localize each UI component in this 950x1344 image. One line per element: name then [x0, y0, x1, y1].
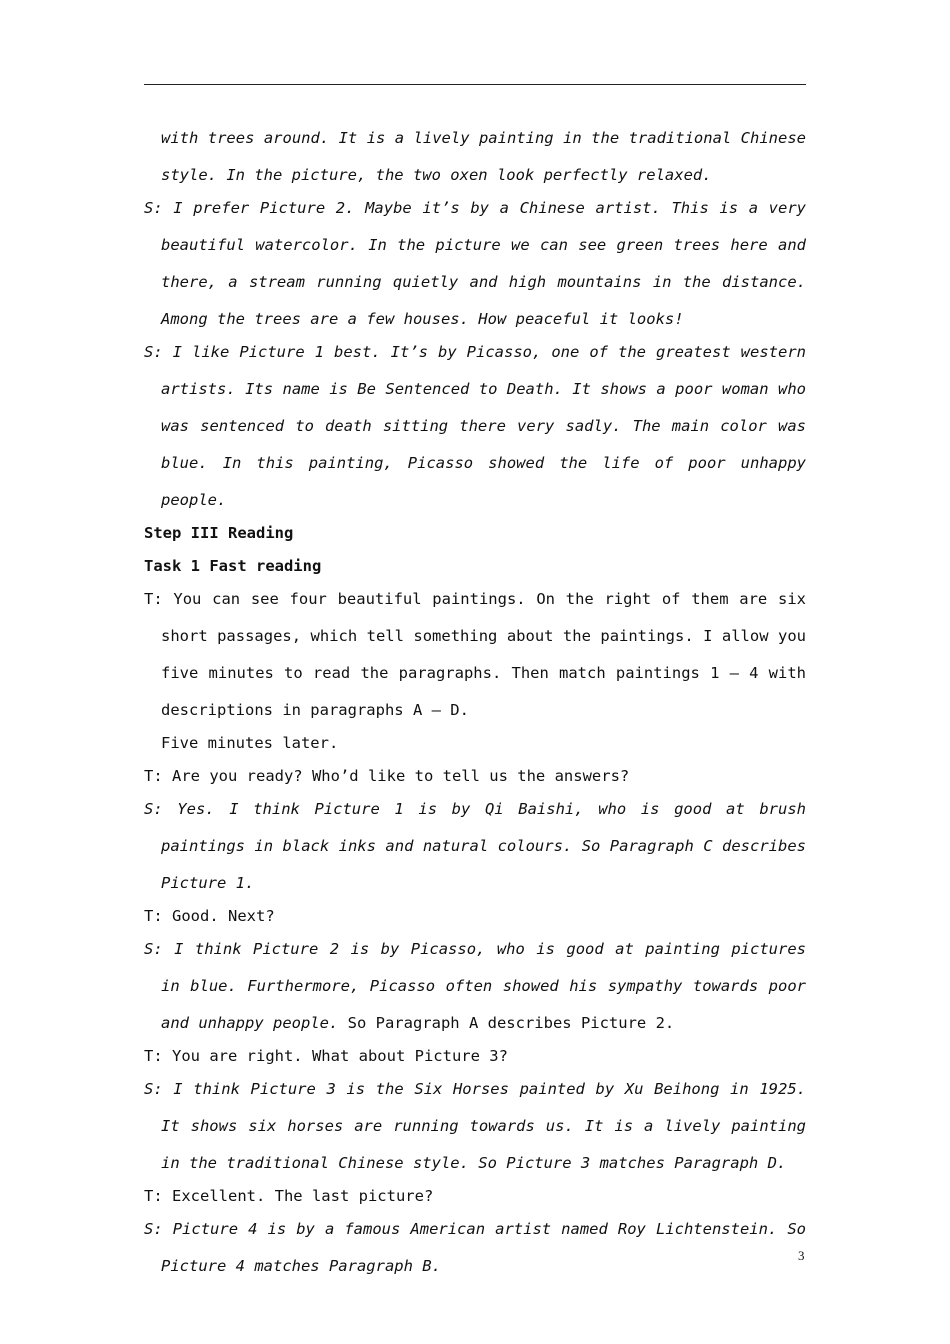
student-response: S: I like Picture 1 best. It’s by Picasso, one of the greatest western artists. Its name is Be Sentenced to Death. It shows a poor woman who was sentenced to death sitting there very sadly. The main color was blue. In this painting, Picasso showed the life of poor unhappy people.	[144, 343, 806, 509]
page-number: 3	[798, 1248, 805, 1263]
stage-direction: Five minutes later.	[161, 734, 339, 752]
student-response: S: I prefer Picture 2. Maybe it’s by a Chinese artist. This is a very beautiful watercolor. In the picture we can see green trees here and there, a stream running quietly and high mountains in the distance. Among the trees are a few houses. How peaceful it looks!	[144, 199, 806, 328]
section-heading: Step III Reading	[144, 524, 294, 542]
teacher-line: T: You are right. What about Picture 3?	[144, 1047, 508, 1065]
student-response: S: Picture 4 is by a famous American artist named Roy Lichtenstein. So Picture 4 matches Paragraph B.	[144, 1220, 806, 1275]
student-response-plain: So Paragraph A describes Picture 2.	[338, 1014, 675, 1032]
student-response: S: I think Picture 3 is the Six Horses painted by Xu Beihong in 1925. It shows six horses are running towards us. It is a lively painting in the traditional Chinese style. So Picture 3 matches Paragraph D.	[144, 1080, 806, 1172]
student-response: S: Yes. I think Picture 1 is by Qi Baishi, who is good at brush paintings in black inks and natural colours. So Paragraph C describes Picture 1.	[144, 800, 806, 892]
teacher-line: T: Excellent. The last picture?	[144, 1187, 434, 1205]
teacher-line: T: Are you ready? Who’d like to tell us the answers?	[144, 767, 630, 785]
student-response-italic: S: I think Picture 2 is by Picasso, who is good at painting pictures in blue. Furthermore, Picasso often showed his sympathy towards poor and unhappy people.	[144, 940, 806, 1032]
teacher-line: T: Good. Next?	[144, 907, 275, 925]
student-response-mixed	[144, 931, 806, 1042]
student-response-continued: with trees around. It is a lively painting in the traditional Chinese style. In the picture, the two oxen look perfectly relaxed.	[161, 129, 806, 184]
teacher-line: T: You can see four beautiful paintings. On the right of them are six short passages, which tell something about the paintings. I allow you five minutes to read the paragraphs. Then match paintings 1 — 4 with descriptions in paragraphs A — D.	[144, 590, 806, 719]
header-rule	[144, 84, 806, 85]
document-body	[144, 120, 806, 1281]
task-heading: Task 1 Fast reading	[144, 557, 322, 575]
